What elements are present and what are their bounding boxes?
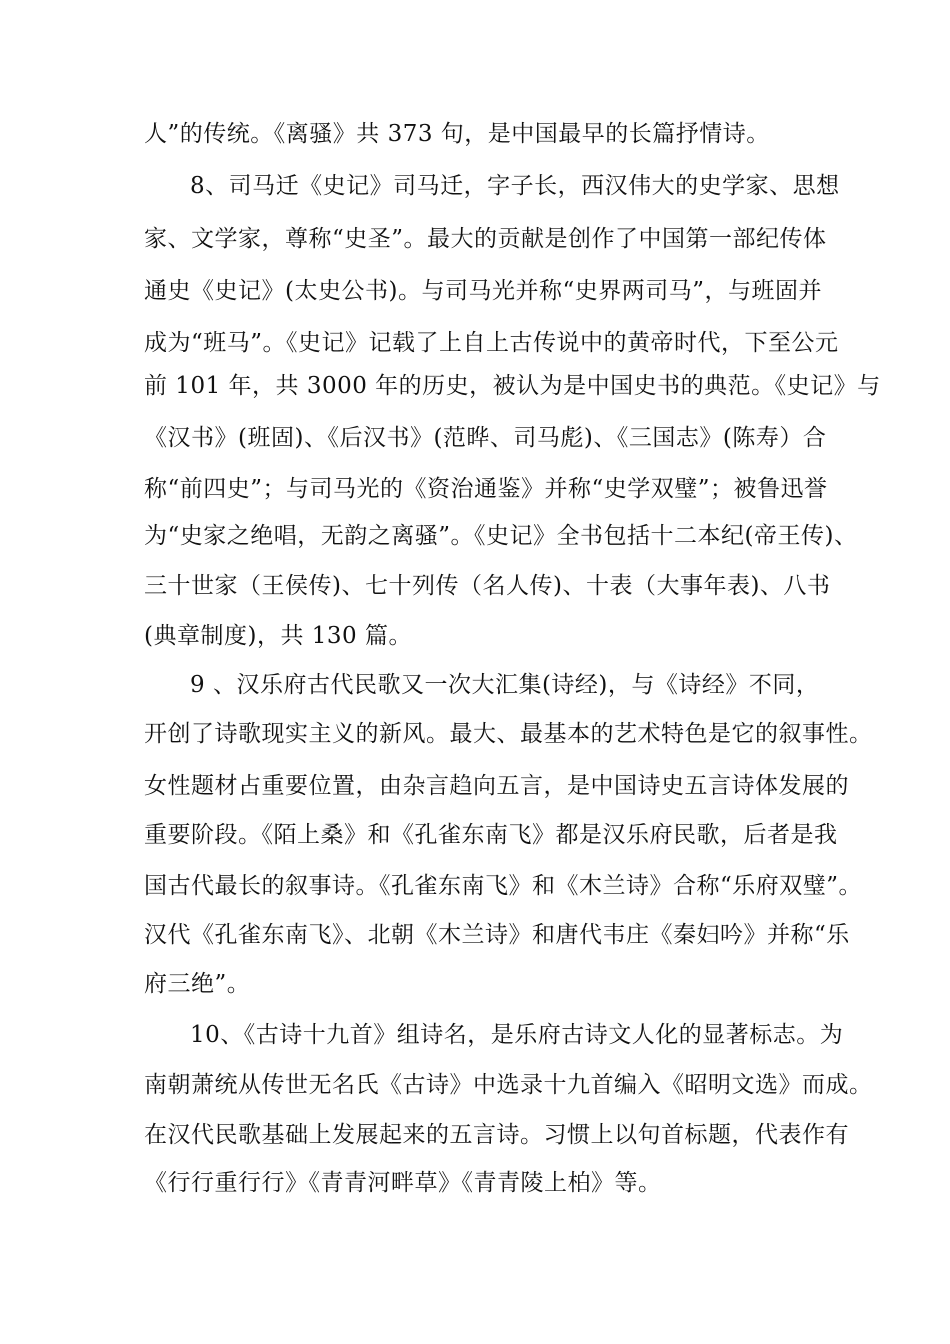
text-line: 为“史家之绝唱，无韵之离骚”。《史记》全书包括十二本纪(帝王传)、: [144, 523, 858, 549]
text-line: 《行行重行行》《青青河畔草》《青青陵上柏》等。: [144, 1170, 662, 1196]
text-line: 开创了诗歌现实主义的新风。最大、最基本的艺术特色是它的叙事性。: [144, 721, 873, 747]
text-line: 在汉代民歌基础上发展起来的五言诗。习惯上以句首标题，代表作有: [144, 1122, 849, 1148]
text-line: 三十世家（王侯传)、七十列传（名人传)、十表（大事年表)、八书: [144, 573, 831, 599]
text-line: 成为“班马”。《史记》记载了上自上古传说中的黄帝时代，下至公元: [144, 330, 839, 356]
text-line: 汉代《孔雀东南飞》、北朝《木兰诗》和唐代韦庄《秦妇吟》并称“乐: [144, 922, 850, 948]
text-line: 8、司马迁《史记》司马迁，字子长，西汉伟大的史学家、思想: [190, 173, 840, 199]
text-line: 9 、汉乐府古代民歌又一次大汇集(诗经)，与《诗经》不同，: [190, 672, 820, 698]
text-line: 女性题材占重要位置，由杂言趋向五言，是中国诗史五言诗体发展的: [144, 773, 849, 799]
text-line: 南朝萧统从传世无名氏《古诗》中选录十九首编入《昭明文选》而成。: [144, 1072, 873, 1098]
text-line: 称“前四史”；与司马光的《资治通鉴》并称“史学双璧”；被鲁迅誉: [144, 476, 828, 502]
text-line: 重要阶段。《陌上桑》和《孔雀东南飞》都是汉乐府民歌，后者是我: [144, 822, 838, 848]
text-line: 人”的传统。《离骚》共 373 句，是中国最早的长篇抒情诗。: [144, 121, 770, 147]
text-line: 国古代最长的叙事诗。《孔雀东南飞》和《木兰诗》合称“乐府双璧”。: [144, 873, 863, 899]
text-line: 《汉书》(班固)、《后汉书》(范晔、司马彪)、《三国志》(陈寿）合: [144, 425, 827, 451]
text-line: 家、文学家，尊称“史圣”。最大的贡献是创作了中国第一部纪传体: [144, 226, 827, 252]
text-line: 10、《古诗十九首》组诗名，是乐府古诗文人化的显著标志。为: [190, 1022, 844, 1048]
text-line: 前 101 年，共 3000 年的历史，被认为是中国史书的典范。《史记》与: [144, 373, 881, 399]
text-line: 通史《史记》(太史公书)。与司马光并称“史界两司马”，与班固并: [144, 278, 822, 304]
text-line: 府三绝”。: [144, 971, 251, 997]
text-line: (典章制度)，共 130 篇。: [144, 623, 412, 649]
